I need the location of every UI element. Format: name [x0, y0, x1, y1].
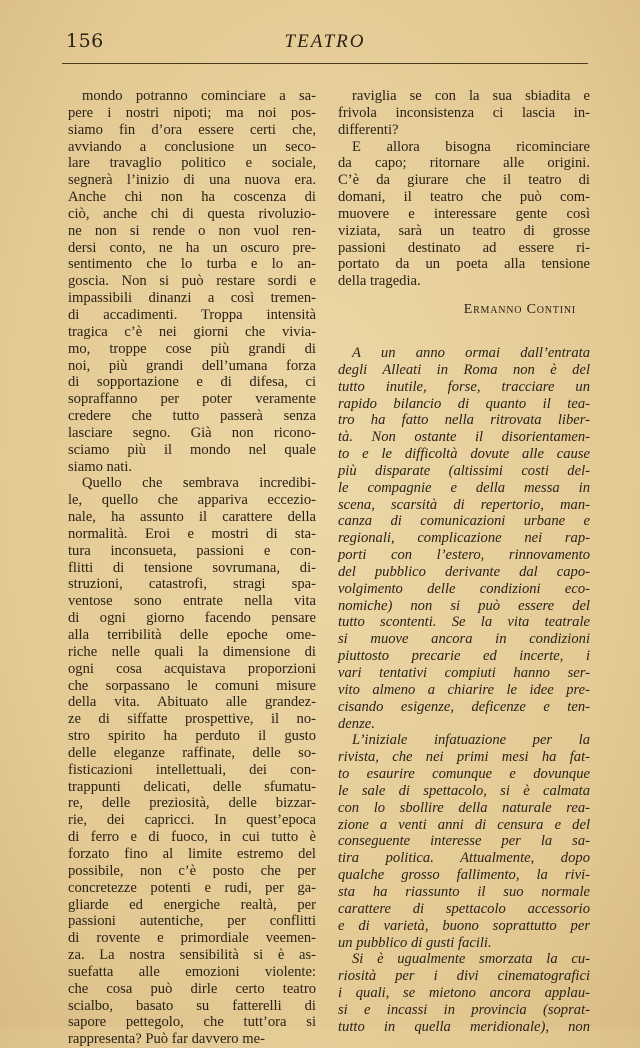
text-line: gliarde ed energiche realtà, per: [68, 896, 316, 913]
paragraph: [338, 345, 590, 732]
text-line: vito almeno a chiarire le idee pre-: [338, 681, 590, 698]
text-line: to e le difficoltà dovute alle cause: [338, 446, 590, 463]
text-line: ogni cosa acquistava proporzioni: [68, 660, 316, 677]
text-line: passioni autentiche, per conflitti: [68, 913, 316, 930]
text-line: un pubblico di gusti facili.: [338, 934, 492, 951]
text-line: rivista, che nei primi mesi ha fat-: [338, 749, 590, 766]
text-line: possibile, non c’è posto che per: [68, 862, 316, 879]
text-line: C’è da giurare che il teatro di: [338, 172, 590, 189]
text-line: alla terribilità delle epoche ome-: [68, 627, 316, 643]
text-line: rapido bilancio di quanto il tea-: [338, 395, 590, 412]
paragraph: [68, 475, 316, 1048]
text-line: avviando a conclusione un seco-: [68, 138, 316, 155]
text-line: qualche grosso fallimento, la rivi-: [338, 867, 590, 884]
text-line: di ferro e di fuoco, in cui tutto è: [68, 829, 316, 846]
text-line: trappunti delicati, delle sfumatu-: [68, 778, 316, 795]
text-line: volgimento delle condizioni eco-: [338, 580, 590, 597]
text-line: porti con l’estero, rinnovamento: [338, 547, 590, 564]
text-line: nale, ha assunto il carattere della: [68, 509, 316, 526]
text-line: sta ha riassunto il suo normale: [338, 883, 590, 900]
paragraph: [338, 732, 590, 951]
text-line: suefatta alle emozioni violente:: [68, 963, 316, 980]
text-line: flitti di tensione sovrumana, di-: [68, 559, 316, 576]
text-line: del pubblico derivante dal capo-: [338, 563, 590, 580]
text-line: tutto in quella meridionale), non: [338, 1018, 590, 1035]
text-line: muovere e interessare gente così: [338, 205, 590, 222]
text-line: piuttosto precarie ed incerte, i: [338, 648, 590, 665]
text-line: to esaurire comunque e dovunque: [338, 766, 590, 783]
text-line: impassibili dinanzi a così tremen-: [68, 290, 316, 307]
text-line: mo, troppe cose più grandi di: [68, 340, 316, 357]
text-line: domani, il teatro che può com-: [338, 189, 590, 206]
author-signature: Ermanno Contini: [463, 302, 576, 318]
text-line: stro spirito ha perduto il gusto: [68, 728, 316, 745]
text-line: lasciare segno. Già non ricono-: [68, 424, 316, 441]
text-line: dersi conto, ne ha un oscuro pre-: [68, 239, 316, 256]
text-line: sciamo più il mondo nel quale: [68, 441, 316, 458]
text-line: struzioni, catastrofi, stragi spa-: [68, 576, 316, 593]
text-line: di ogni giorno facendo pensare: [68, 610, 316, 627]
text-line: siamo fin d’ora essere certi che,: [68, 121, 316, 138]
paragraph: [338, 88, 590, 139]
text-line: nomiche) non si può essere del: [338, 597, 590, 614]
text-line: fisticazioni intellettuali, dei con-: [68, 761, 316, 778]
text-line: le compagnie e della messa in: [338, 479, 590, 496]
text-line: concretezze potenti e rudi, per ga-: [68, 879, 316, 896]
text-line: zione a venti anni di censura e del: [338, 816, 590, 833]
text-line: E allora bisogna ricominciare: [352, 138, 590, 155]
text-line: ciò, anche chi di questa rivoluzio-: [68, 205, 316, 222]
text-line: za. La nostra sensibilità si è as-: [68, 947, 316, 964]
text-line: tutto scontenti. Se la vita teatrale: [338, 614, 590, 631]
text-line: di rovente e primordiale veemen-: [68, 930, 316, 947]
text-line: di sopportazione e di difesa, ci: [68, 374, 316, 391]
text-line: rie, dei capricci. In quest’epoca: [68, 812, 316, 829]
text-line: regionali, complicazione nei rap-: [338, 530, 590, 547]
text-line: si e incassi in provincia (soprat-: [338, 1001, 590, 1018]
text-line: di accadimenti. Troppa intensità: [68, 306, 316, 323]
text-line: differenti?: [338, 121, 399, 138]
text-line: lare travaglio politico e sociale,: [68, 155, 316, 172]
text-line: ventose sono entrate nella vita: [68, 593, 316, 610]
text-line: sopraffanno per poter veramente: [68, 391, 316, 408]
text-line: segnerà l’inizio di una nuova era.: [68, 172, 316, 189]
running-title: TEATRO: [284, 31, 366, 52]
text-line: mondo potranno cominciare a sa-: [82, 88, 316, 104]
text-line: da capo; ritornare alle origini.: [338, 155, 590, 172]
left-column: [68, 88, 316, 1048]
text-line: Quello che sembrava incredibi-: [82, 475, 316, 492]
text-line: tà. Non ostante il disorientamen-: [338, 429, 590, 446]
text-line: sapore pettegolo, che tutt’ora si: [68, 1014, 316, 1031]
page-number: 156: [66, 30, 104, 52]
text-line: che sorpassano le comuni misure: [68, 677, 316, 694]
text-line: pere i nostri nipoti; ma noi pos-: [68, 104, 316, 121]
page-header: [62, 30, 588, 62]
text-line: passioni destinato ad essere ri-: [338, 239, 590, 256]
text-line: riche nelle quali la dimensione di: [68, 643, 316, 660]
paragraph: [68, 88, 316, 475]
text-line: frivola inconsistenza ci lascia in-: [338, 104, 590, 121]
text-line: della tragedia.: [338, 273, 421, 290]
text-line: L’iniziale infatuazione per la: [352, 732, 590, 749]
text-line: siamo nati.: [68, 458, 133, 475]
right-column: [338, 88, 590, 1036]
text-line: riosità per i divi cinematografici: [338, 968, 590, 985]
text-line: cisando esigenze, deficenze e ten-: [338, 698, 590, 715]
text-line: re, delle preziosità, delle bizzar-: [68, 795, 316, 812]
text-line: raviglia se con la sua sbiadita e: [352, 88, 590, 104]
text-line: ze di siffatte prospettive, il no-: [68, 711, 316, 728]
text-line: normalità. Eroi e mostri di sta-: [68, 525, 316, 542]
text-line: tira politica. Attualmente, dopo: [338, 850, 590, 867]
text-line: più disparate (altissimi costi del-: [338, 462, 590, 479]
text-line: ne non si rende o non vuol ren-: [68, 222, 316, 239]
text-line: tro ha fatto nella ritrovata liber-: [338, 412, 590, 429]
text-line: denze.: [338, 715, 375, 732]
text-line: delle eleganze raffinate, delle so-: [68, 744, 316, 761]
text-line: vari tentativi compiuti hanno ser-: [338, 665, 590, 681]
text-line: le sale di spettacolo, si è calmata: [338, 782, 590, 799]
text-line: e di varietà, buono soprattutto per: [338, 917, 590, 934]
text-line: credere che tutto passerà senza: [68, 408, 316, 425]
text-line: scena, scarsità di repertorio, man-: [338, 496, 590, 513]
text-line: con lo sbollire della naturale rea-: [338, 799, 590, 816]
text-line: portato da un poeta alla tensione: [338, 256, 590, 273]
text-line: noi, più grandi dell’umana forza: [68, 357, 316, 374]
text-line: della vita. Abituato alle grandez-: [68, 694, 316, 711]
text-line: scialbo, basato su fatterelli di: [68, 997, 316, 1014]
text-line: tragica c’è nei giorni che vivia-: [68, 323, 316, 340]
text-line: tutto inutile, forse, tracciare un: [338, 378, 590, 395]
paragraph: [338, 951, 590, 1035]
text-line: si muove ancora in condizioni: [338, 631, 590, 648]
text-line: viziata, sarà un teatro di grosse: [338, 222, 590, 239]
text-line: conseguente interesse per la sa-: [338, 833, 590, 850]
text-line: A un anno ormai dall’entrata: [352, 344, 590, 361]
text-line: tura inconsueta, passioni e con-: [68, 542, 316, 559]
text-line: rappresenta? Può far davvero me-: [68, 1031, 265, 1048]
text-line: i quali, se mietono ancora applau-: [338, 985, 590, 1002]
text-line: carattere di spettacolo accessorio: [338, 900, 590, 917]
text-line: Si è ugualmente smorzata la cu-: [352, 951, 590, 968]
header-rule: [62, 63, 588, 64]
text-line: forzato fino al limite estremo del: [68, 845, 316, 862]
text-line: le, quello che appariva eccezio-: [68, 492, 316, 509]
text-line: che cosa può dirle certo teatro: [68, 980, 316, 997]
text-line: canza di comunicazioni urbane e: [338, 513, 590, 530]
text-line: Anche chi non ha coscenza di: [68, 189, 316, 206]
paragraph: [338, 139, 590, 291]
text-line: sentimento che lo turba e lo an-: [68, 256, 316, 273]
text-line: degli Alleati in Roma non è del: [338, 361, 590, 378]
text-line: goscia. Non si può restare sordi e: [68, 273, 316, 290]
editorial-note: [338, 345, 590, 1036]
